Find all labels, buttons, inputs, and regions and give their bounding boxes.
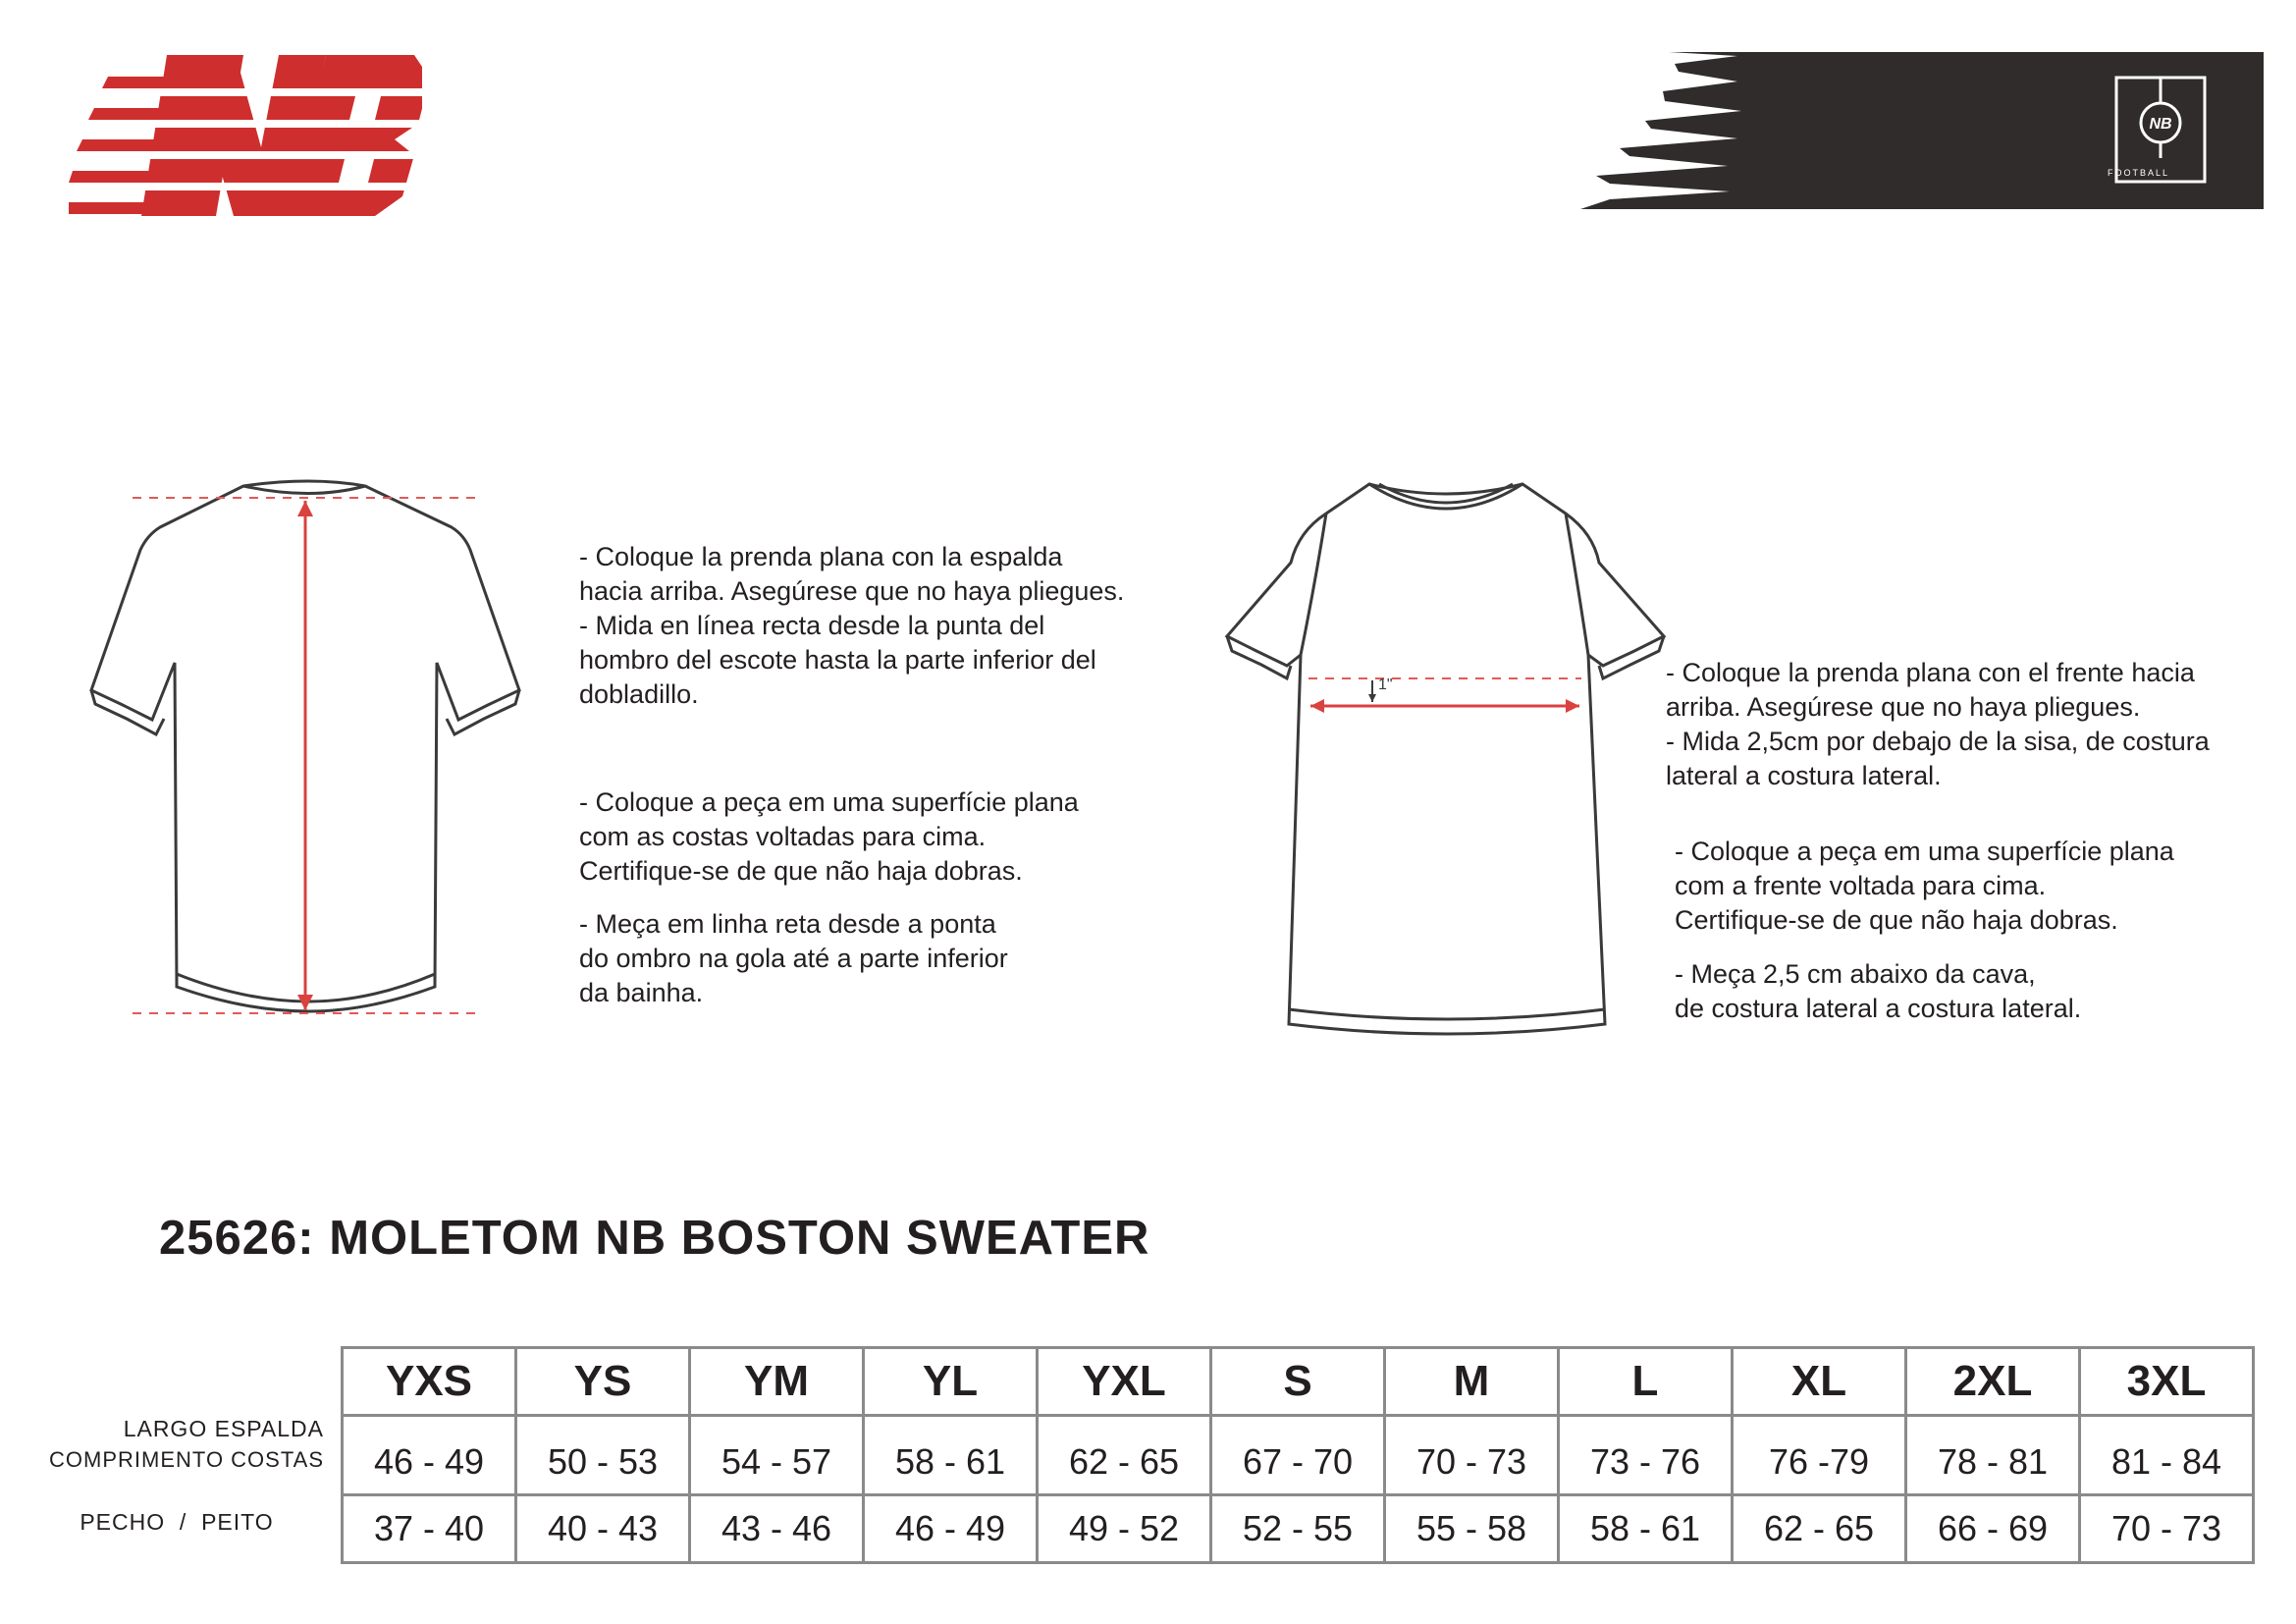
size-header-cell: YXL bbox=[1038, 1348, 1211, 1416]
length-cell: 67 - 70 bbox=[1211, 1416, 1385, 1495]
length-cell: 76 -79 bbox=[1733, 1416, 1906, 1495]
chest-cell: 70 - 73 bbox=[2080, 1495, 2254, 1563]
chest-cell: 40 - 43 bbox=[516, 1495, 690, 1563]
chest-cell: 62 - 65 bbox=[1733, 1495, 1906, 1563]
chest-cell: 37 - 40 bbox=[343, 1495, 516, 1563]
size-header-row bbox=[343, 1348, 2254, 1416]
front-instructions-pt-lay-flat: - Coloque a peça em uma superfície plana com a frente voltada para cima. Certifique-se de que não haja dobras. bbox=[1675, 837, 2174, 935]
length-cell: 78 - 81 bbox=[1906, 1416, 2080, 1495]
size-header-cell: 2XL bbox=[1906, 1348, 2080, 1416]
nb-logo bbox=[69, 49, 422, 226]
tshirt-front-illustration bbox=[1222, 474, 1674, 1044]
chest-offset-label: 1" bbox=[1378, 677, 1393, 693]
chest-cell: 55 - 58 bbox=[1385, 1495, 1559, 1563]
row-label-length-pt: COMPRIMENTO COSTAS bbox=[49, 1447, 324, 1472]
chest-cell: 46 - 49 bbox=[864, 1495, 1038, 1563]
front-instructions-pt-measure: - Meça 2,5 cm abaixo da cava, de costura lateral a costura lateral. bbox=[1675, 959, 2082, 1023]
size-header-cell: M bbox=[1385, 1348, 1559, 1416]
product-title: 25626: MOLETOM NB BOSTON SWEATER bbox=[159, 1212, 1150, 1265]
length-cell: 70 - 73 bbox=[1385, 1416, 1559, 1495]
tshirt-back-illustration bbox=[54, 471, 564, 1031]
chest-cell: 43 - 46 bbox=[690, 1495, 864, 1563]
back-instructions-es: - Coloque la prenda plana con la espalda hacia arriba. Asegúrese que no haya pliegues. - Mida en línea recta desde la punta del hombro del escote hasta la parte inferior del dobladillo. bbox=[579, 542, 1125, 709]
row-label-length-es: LARGO ESPALDA bbox=[123, 1416, 324, 1441]
size-header-cell: YS bbox=[516, 1348, 690, 1416]
chest-cell: 49 - 52 bbox=[1038, 1495, 1211, 1563]
length-row bbox=[343, 1416, 2254, 1495]
chest-row bbox=[343, 1495, 2254, 1563]
size-header-cell: L bbox=[1559, 1348, 1733, 1416]
front-instructions-es: - Coloque la prenda plana con el frente hacia arriba. Asegúrese que no haya pliegues. - Mida 2,5cm por debajo de la sisa, de costura lateral a costura lateral. bbox=[1666, 658, 2210, 790]
size-header-cell: XL bbox=[1733, 1348, 1906, 1416]
length-cell: 81 - 84 bbox=[2080, 1416, 2254, 1495]
chest-cell: 52 - 55 bbox=[1211, 1495, 1385, 1563]
size-header-cell: YM bbox=[690, 1348, 864, 1416]
size-header-cell: S bbox=[1211, 1348, 1385, 1416]
size-header-cell: YL bbox=[864, 1348, 1038, 1416]
football-banner bbox=[1580, 52, 2264, 209]
length-cell: 62 - 65 bbox=[1038, 1416, 1211, 1495]
size-header-cell: 3XL bbox=[2080, 1348, 2254, 1416]
length-cell: 54 - 57 bbox=[690, 1416, 864, 1495]
length-cell: 58 - 61 bbox=[864, 1416, 1038, 1495]
chest-cell: 66 - 69 bbox=[1906, 1495, 2080, 1563]
row-label-chest: PECHO / PEITO bbox=[80, 1509, 274, 1535]
length-cell: 50 - 53 bbox=[516, 1416, 690, 1495]
length-cell: 73 - 76 bbox=[1559, 1416, 1733, 1495]
length-cell: 46 - 49 bbox=[343, 1416, 516, 1495]
svg-text:NB: NB bbox=[2149, 116, 2172, 133]
size-header-cell: YXS bbox=[343, 1348, 516, 1416]
size-chart-table bbox=[341, 1346, 2255, 1564]
chest-cell: 58 - 61 bbox=[1559, 1495, 1733, 1563]
back-instructions-pt-measure: - Meça em linha reta desde a ponta do ombro na gola até a parte inferior da bainha. bbox=[579, 909, 1008, 1007]
badge-label: FOOTBALL bbox=[2108, 168, 2170, 178]
back-instructions-pt-lay-flat: - Coloque a peça em uma superfície plana com as costas voltadas para cima. Certifique-se de que não haja dobras. bbox=[579, 787, 1079, 886]
